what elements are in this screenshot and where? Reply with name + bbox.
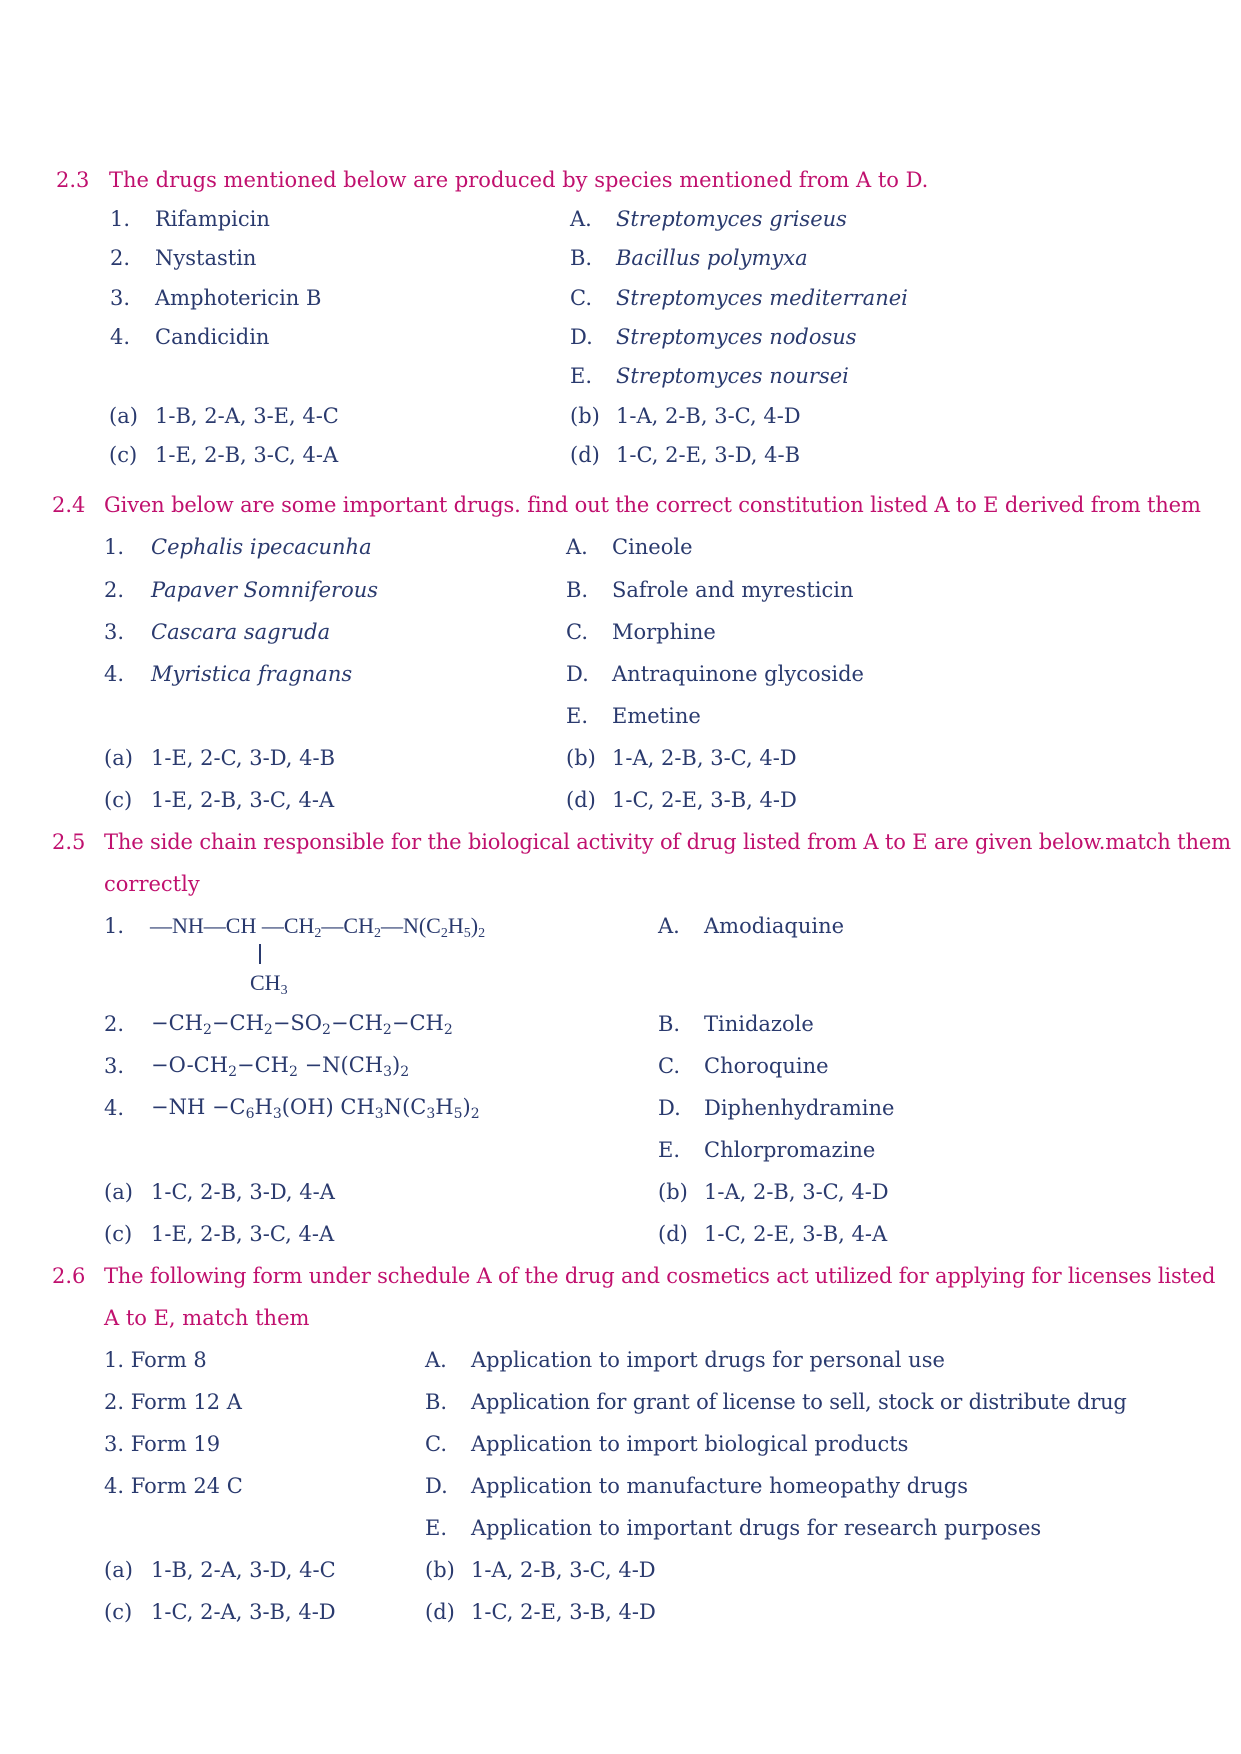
option-label: (d) [570,443,600,467]
match-letter: E. [566,704,589,728]
species-name: Streptomyces noursei [616,364,849,388]
question-number: 2.4 [52,493,86,517]
item-number: 3. [104,1054,125,1078]
application-text: Application to important drugs for research purposes [471,1516,1042,1540]
option-text: 1-C, 2-A, 3-B, 4-D [151,1600,336,1624]
bond-line [259,944,261,964]
question-stem: Given below are some important drugs. find out the correct constitution listed A to E derived from them [104,493,1201,517]
match-letter: A. [425,1348,447,1372]
item-number: 3. [110,286,131,310]
match-letter: A. [658,914,680,938]
match-letter: E. [425,1516,448,1540]
option-label: (c) [104,1222,133,1246]
constituent-name: Cineole [612,535,693,559]
option-label: (b) [425,1558,455,1582]
match-letter: D. [425,1474,448,1498]
drug-name: Chlorpromazine [704,1138,876,1162]
side-chain-formula-2: $-CH_2-CH_2-SO_2-CH_2-CH_2$ [151,1011,453,1038]
match-letter: E. [570,364,593,388]
option-label: (d) [566,788,596,812]
item-number: 2. [104,578,125,602]
drug-name: Nystastin [155,246,257,270]
plant-name: Cephalis ipecacunha [151,535,372,559]
option-text: 1-B, 2-A, 3-D, 4-C [151,1558,336,1582]
drug-name: Candicidin [155,325,270,349]
option-label: (b) [570,404,600,428]
question-stem-continued: A to E, match them [104,1306,310,1330]
drug-name: Tinidazole [704,1012,814,1036]
form-item: 3. Form 19 [104,1432,221,1456]
option-label: (a) [104,746,133,770]
species-name: Streptomyces nodosus [616,325,857,349]
form-item: 2. Form 12 A [104,1390,242,1414]
application-text: Application to manufacture homeopathy drugs [471,1474,969,1498]
option-text: 1-A, 2-B, 3-C, 4-D [471,1558,656,1582]
drug-name: Choroquine [704,1054,829,1078]
match-letter: C. [570,286,592,310]
question-number: 2.5 [52,830,86,854]
constituent-name: Safrole and myresticin [612,578,854,602]
option-label: (a) [104,1180,133,1204]
species-name: Streptomyces griseus [616,207,847,231]
question-number: 2.6 [52,1264,86,1288]
option-label: (c) [104,1600,133,1624]
option-text: 1-C, 2-B, 3-D, 4-A [151,1180,335,1204]
constituent-name: Emetine [612,704,701,728]
option-text: 1-C, 2-E, 3-B, 4-A [704,1222,888,1246]
item-number: 1. [110,207,131,231]
match-letter: D. [658,1096,681,1120]
match-letter: D. [566,662,589,686]
question-stem: The drugs mentioned below are produced by species mentioned from A to D. [109,168,929,192]
option-label: (c) [109,443,138,467]
species-name: Bacillus polymyxa [616,246,808,270]
question-stem: The side chain responsible for the biological activity of drug listed from A to E are given below.match them [104,830,1231,854]
option-text: 1-C, 2-E, 3-B, 4-D [471,1600,656,1624]
constituent-name: Morphine [612,620,716,644]
side-chain-formula-3: $-O-CH_2-CH_2 -N(CH_3)_2$ [151,1053,410,1080]
form-item: 4. Form 24 C [104,1474,243,1498]
option-text: 1-A, 2-B, 3-C, 4-D [704,1180,889,1204]
application-text: Application to import biological products [471,1432,909,1456]
option-text: 1-A, 2-B, 3-C, 4-D [612,746,797,770]
option-text: 1-E, 2-B, 3-C, 4-A [155,443,339,467]
methyl-branch: $CH_3$ [250,970,288,998]
question-stem: The following form under schedule A of the drug and cosmetics act utilized for applying for licenses listed [104,1264,1216,1288]
option-label: (c) [104,788,133,812]
option-label: (b) [658,1180,688,1204]
plant-name: Cascara sagruda [151,620,331,644]
application-text: Application for grant of license to sell, stock or distribute drug [471,1390,1127,1414]
match-letter: C. [425,1432,447,1456]
match-letter: B. [570,246,593,270]
item-number: 4. [104,662,125,686]
option-text: 1-E, 2-B, 3-C, 4-A [151,1222,335,1246]
drug-name: Amodiaquine [704,914,845,938]
match-letter: A. [566,535,588,559]
question-stem-continued: correctly [104,872,200,896]
item-number: 1. [104,535,125,559]
match-letter: E. [658,1138,681,1162]
constituent-name: Antraquinone glycoside [612,662,864,686]
option-label: (d) [658,1222,688,1246]
side-chain-formula-1: —NH—CH $—CH_2—CH_2—N(C_2H_5)_2$ [150,913,486,941]
item-number: 4. [110,325,131,349]
plant-name: Papaver Somniferous [151,578,379,602]
item-number: 4. [104,1096,125,1120]
species-name: Streptomyces mediterranei [616,286,908,310]
match-letter: B. [658,1012,681,1036]
option-text: 1-A, 2-B, 3-C, 4-D [616,404,801,428]
item-number: 2. [104,1012,125,1036]
option-text: 1-E, 2-B, 3-C, 4-A [151,788,335,812]
option-text: 1-E, 2-C, 3-D, 4-B [151,746,336,770]
item-number: 3. [104,620,125,644]
form-item: 1. Form 8 [104,1348,207,1372]
question-number: 2.3 [56,168,90,192]
drug-name: Diphenhydramine [704,1096,895,1120]
drug-name: Amphotericin B [155,286,322,310]
match-letter: D. [570,325,593,349]
match-letter: C. [658,1054,680,1078]
option-label: (a) [109,404,138,428]
option-text: 1-B, 2-A, 3-E, 4-C [155,404,339,428]
option-label: (d) [425,1600,455,1624]
match-letter: B. [566,578,589,602]
option-label: (b) [566,746,596,770]
side-chain-formula-4: $-NH -C_6H_3(OH)$ $CH_3N(C_3H_5)_2$ [151,1095,480,1122]
drug-name: Rifampicin [155,207,270,231]
match-letter: A. [570,207,592,231]
option-text: 1-C, 2-E, 3-B, 4-D [612,788,797,812]
item-number: 1. [104,914,125,938]
option-text: 1-C, 2-E, 3-D, 4-B [616,443,801,467]
application-text: Application to import drugs for personal use [471,1348,945,1372]
option-label: (a) [104,1558,133,1582]
match-letter: C. [566,620,588,644]
plant-name: Myristica fragnans [151,662,353,686]
item-number: 2. [110,246,131,270]
match-letter: B. [425,1390,448,1414]
